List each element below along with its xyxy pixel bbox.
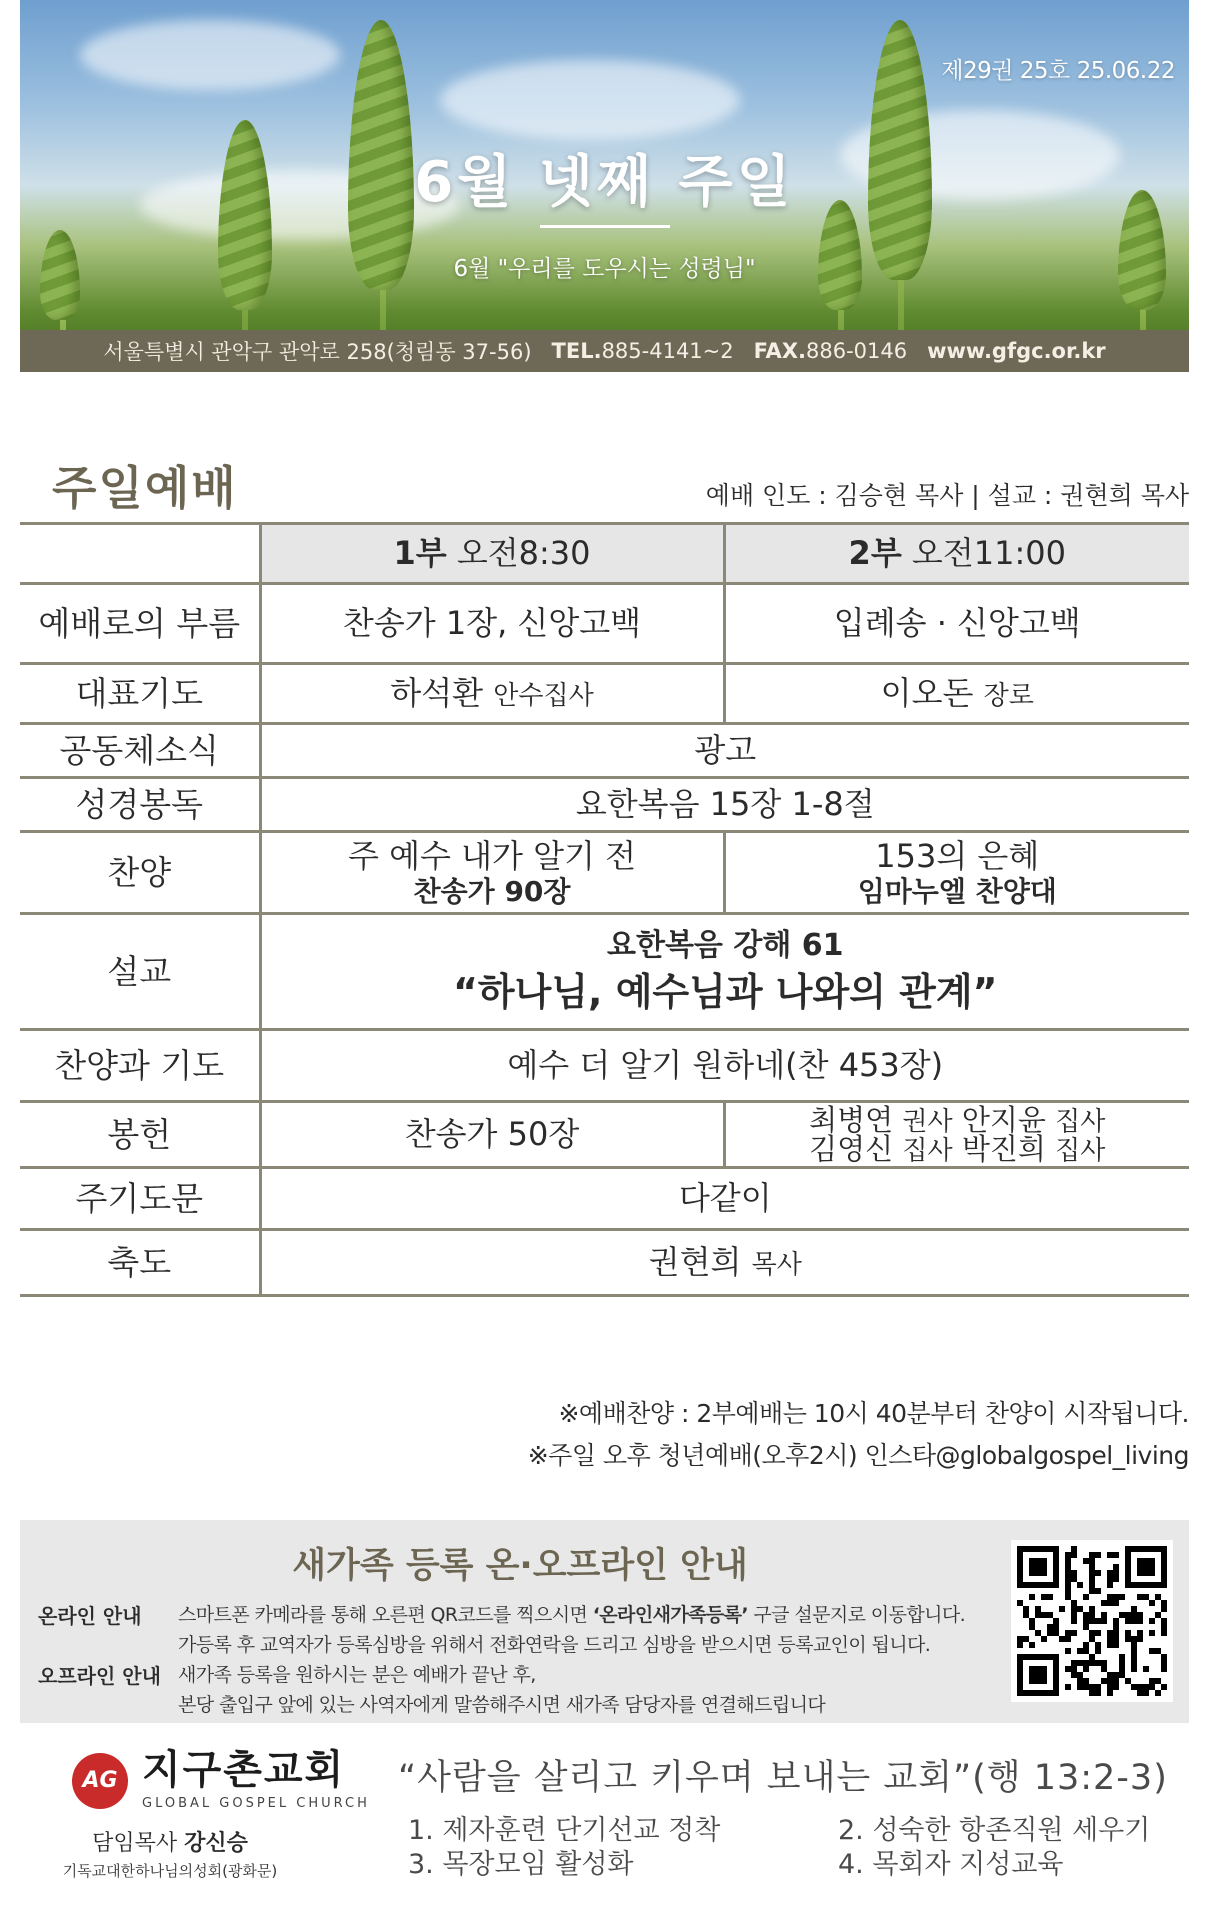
note-youth-service: ※주일 오후 청년예배(오후2시) 인스타@globalgospel_living (527, 1441, 1189, 1470)
offering-person: 안지윤 (961, 1102, 1046, 1137)
newcomer-title: 새가족 등록 온·오프라인 안내 (292, 1546, 748, 1586)
table-row (20, 778, 1189, 832)
tel-label: TEL. (551, 339, 602, 363)
cell-merged: 예수 더 알기 원하네(찬 453장) (260, 1030, 1189, 1102)
sermon-series: 요한복음 강해 61 (606, 927, 844, 963)
cell-second: 입례송 · 신앙고백 (724, 584, 1189, 664)
fax-number: 886-0146 (805, 339, 908, 363)
praise-second-title: 153의 은혜 (875, 836, 1040, 875)
goal-item: 4. 목회자 지성교육 (838, 1849, 1064, 1880)
first-service-label: 1부 (393, 534, 447, 573)
section-title-worship: 주일예배 (52, 461, 238, 515)
row-label: 대표기도 (20, 664, 260, 724)
offering-line-1 (732, 1102, 1184, 1137)
offering-title: 집사 (1055, 1135, 1106, 1166)
prayer-second-name: 이오돈 (880, 674, 974, 713)
online-line-1 (178, 1600, 965, 1627)
pastor-name: 강신승 (184, 1831, 248, 1856)
offering-person: 최병연 (809, 1102, 894, 1137)
benediction-title: 목사 (751, 1250, 802, 1281)
fax-label: FAX. (753, 339, 806, 363)
online-line-2: 가등록 후 교역자가 등록심방을 위해서 전화연락을 드리고 심방을 받으시면 등록교인이 됩니다. (178, 1634, 931, 1656)
church-name-en: GLOBAL GOSPEL CHURCH (142, 1796, 370, 1811)
senior-pastor (20, 1826, 320, 1857)
table-row (20, 1030, 1189, 1102)
pastor-label: 담임목사 (92, 1831, 178, 1856)
second-service-label: 2부 (848, 534, 902, 573)
praise-second-sub: 임마누엘 찬양대 (857, 874, 1057, 908)
logo-mark: AG (72, 1753, 128, 1809)
second-service-time: 오전11:00 (911, 534, 1066, 573)
header-empty-cell (20, 524, 260, 584)
table-row (20, 1102, 1189, 1168)
offline-line-2: 본당 출입구 앞에 있는 사역자에게 말씀해주시면 새가족 담당자를 연결해드립니다 (178, 1694, 826, 1716)
monthly-theme: 6월 "우리를 도우시는 성령님" (453, 256, 756, 282)
table-row (20, 724, 1189, 778)
header-first-service (260, 524, 724, 584)
qr-code-graphic (1017, 1546, 1167, 1696)
row-label: 성경봉독 (20, 778, 260, 832)
row-label: 설교 (20, 914, 260, 1030)
header-second-service (724, 524, 1189, 584)
row-label: 축도 (20, 1230, 260, 1296)
online-form-name: ‘온라인새가족등록’ (592, 1604, 748, 1626)
logo-text (142, 1747, 370, 1811)
phone (552, 339, 734, 363)
online-label: 온라인 안내 (38, 1604, 142, 1628)
table-header-row (20, 524, 1189, 584)
offline-label: 오프라인 안내 (38, 1664, 161, 1688)
note-praise-time: ※예배찬양 : 2부예배는 10시 40분부터 찬양이 시작됩니다. (558, 1399, 1189, 1428)
offering-line-2 (732, 1131, 1184, 1166)
newcomer-info-box (20, 1520, 1189, 1723)
prayer-first-name: 하석환 (390, 674, 484, 713)
offline-line-1: 새가족 등록을 원하시는 분은 예배가 끝난 후, (178, 1664, 536, 1686)
qr-code[interactable] (1011, 1540, 1173, 1702)
contact-bar (20, 330, 1189, 372)
cell-merged (260, 1230, 1189, 1296)
offering-person: 박진희 (961, 1131, 1046, 1166)
online-text-c: 구글 설문지로 이동합니다. (747, 1604, 966, 1626)
table-row (20, 664, 1189, 724)
cell-second (724, 1102, 1189, 1168)
first-service-time: 오전8:30 (456, 534, 591, 573)
worship-leaders: 예배 인도 : 김승현 목사 | 설교 : 권현희 목사 (705, 481, 1189, 510)
table-row (20, 584, 1189, 664)
table-row (20, 1168, 1189, 1230)
cell-second (724, 664, 1189, 724)
church-name: 지구촌교회 (142, 1747, 346, 1793)
goal-item: 2. 성숙한 항존직원 세우기 (838, 1815, 1151, 1846)
table-row (20, 914, 1189, 1030)
cell-first: 찬송가 1장, 신앙고백 (260, 584, 724, 664)
title-divider (540, 225, 670, 228)
church-motto: “사람을 살리고 키우며 보내는 교회”(행 13:2-3) (398, 1758, 1168, 1798)
row-label: 봉헌 (20, 1102, 260, 1168)
online-text-a: 스마트폰 카메라를 통해 오른편 QR코드를 찍으시면 (178, 1604, 593, 1626)
goal-item: 1. 제자훈련 단기선교 정착 (408, 1815, 721, 1846)
address: 서울특별시 관악구 관악로 258(청림동 37-56) (103, 340, 532, 364)
offering-title: 권사 (902, 1106, 953, 1137)
fax (754, 339, 907, 363)
row-label: 예배로의 부름 (20, 584, 260, 664)
prayer-second-title: 장로 (983, 681, 1034, 712)
benediction-name: 권현희 (648, 1243, 742, 1282)
prayer-first-title: 안수집사 (493, 681, 594, 712)
cell-first: 찬송가 50장 (260, 1102, 724, 1168)
website-link[interactable]: www.gfgc.or.kr (927, 339, 1106, 363)
row-label: 주기도문 (20, 1168, 260, 1230)
praise-first-sub: 찬송가 90장 (413, 874, 571, 908)
goal-item: 3. 목장모임 활성화 (408, 1849, 634, 1880)
offering-title: 집사 (1055, 1106, 1106, 1137)
cell-merged (260, 914, 1189, 1030)
cell-second (724, 832, 1189, 914)
cell-first (260, 664, 724, 724)
issue-info: 제29권 25호 25.06.22 (941, 58, 1175, 84)
page-title: 6월 넷째 주일 (414, 150, 795, 215)
header-banner (20, 0, 1189, 372)
church-logo (72, 1747, 370, 1811)
offering-title: 집사 (902, 1135, 953, 1166)
cell-merged: 요한복음 15장 1-8절 (260, 778, 1189, 832)
table-row (20, 1230, 1189, 1296)
worship-order-table (20, 522, 1189, 1297)
offering-person: 김영신 (809, 1131, 894, 1166)
cell-first (260, 832, 724, 914)
row-label: 찬양 (20, 832, 260, 914)
denomination: 기독교대한하나님의성회(광화문) (62, 1862, 278, 1880)
praise-first-title: 주 예수 내가 알기 전 (348, 836, 636, 875)
table-row (20, 832, 1189, 914)
row-label: 공동체소식 (20, 724, 260, 778)
row-label: 찬양과 기도 (20, 1030, 260, 1102)
cell-merged: 다같이 (260, 1168, 1189, 1230)
cell-merged: 광고 (260, 724, 1189, 778)
tel-number: 885-4141~2 (601, 339, 734, 363)
sermon-title: “하나님, 예수님과 나와의 관계” (452, 969, 998, 1014)
